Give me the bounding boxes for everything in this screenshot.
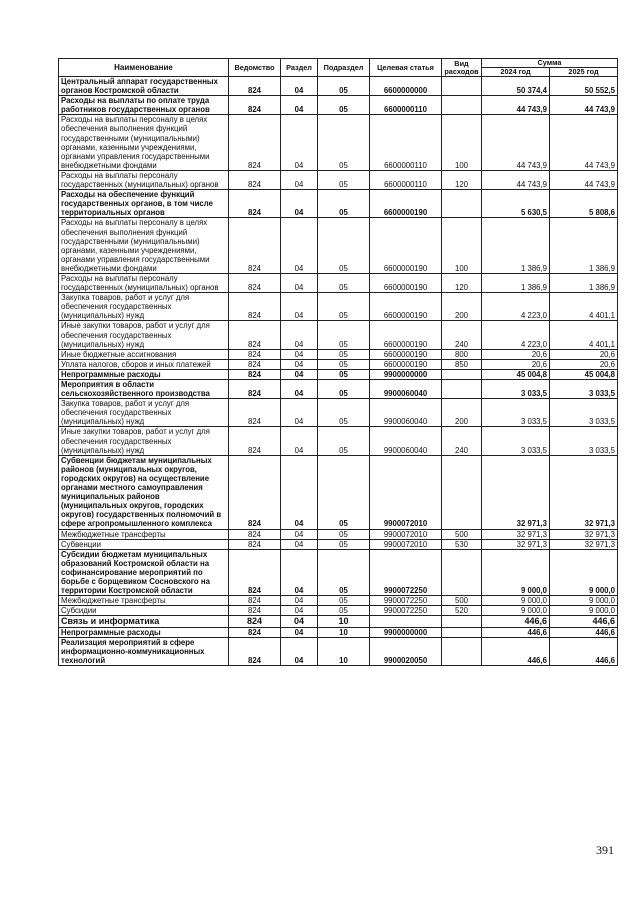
cell-target: 6600000190 [370,218,442,274]
table-row [59,549,618,595]
cell-2024: 44 743,9 [482,170,550,189]
table-row [59,218,618,274]
cell-target: 9900020050 [370,637,442,665]
cell-target: 6600000190 [370,321,442,349]
cell-target: 9900072010 [370,529,442,539]
budget-table [58,58,618,666]
cell-dept: 824 [229,369,281,379]
table-row [59,96,618,115]
table-row [59,427,618,455]
table-row [59,369,618,379]
cell-target [370,616,442,628]
cell-2025: 44 743,9 [550,96,618,115]
table-row [59,637,618,665]
cell-subsection: 05 [318,606,370,616]
cell-2025: 3 033,5 [550,399,618,427]
cell-name: Непрограммные расходы [59,627,229,637]
cell-section: 04 [281,170,318,189]
cell-section: 04 [281,96,318,115]
cell-2024: 1 386,9 [482,273,550,292]
cell-2025: 32 971,3 [550,529,618,539]
cell-2024: 45 004,8 [482,369,550,379]
cell-name: Иные бюджетные ассигнования [59,349,229,359]
cell-type: 100 [442,115,482,171]
cell-2025: 1 386,9 [550,218,618,274]
cell-2025: 3 033,5 [550,427,618,455]
cell-subsection: 05 [318,455,370,529]
cell-name: Субвенции [59,539,229,549]
cell-subsection: 05 [318,359,370,369]
cell-section: 04 [281,115,318,171]
cell-subsection: 05 [318,399,370,427]
cell-subsection: 05 [318,369,370,379]
cell-name: Расходы на выплаты персоналу в целях обеспечения выполнения функций государственными (муниципальными) органами, казенными учреждениями, органами управления государственными внебюджетными фондами [59,218,229,274]
cell-type: 800 [442,349,482,359]
cell-2024: 32 971,3 [482,455,550,529]
table-row [59,539,618,549]
cell-dept: 824 [229,115,281,171]
cell-name: Расходы на выплаты персоналу государственных (муниципальных) органов [59,273,229,292]
cell-dept: 824 [229,606,281,616]
cell-dept: 824 [229,349,281,359]
cell-name: Иные закупки товаров, работ и услуг для обеспечения государственных (муниципальных) нужд [59,321,229,349]
table-row [59,190,618,218]
cell-2024: 9 000,0 [482,606,550,616]
cell-type: 850 [442,359,482,369]
cell-2025: 1 386,9 [550,273,618,292]
cell-type: 240 [442,321,482,349]
cell-type: 500 [442,529,482,539]
table-row [59,529,618,539]
cell-type: 120 [442,273,482,292]
cell-type [442,627,482,637]
cell-section: 04 [281,606,318,616]
table-row [59,170,618,189]
cell-type [442,380,482,399]
cell-target: 9900000000 [370,627,442,637]
cell-target: 6600000110 [370,170,442,189]
cell-type [442,369,482,379]
table-row [59,455,618,529]
cell-name: Межбюджетные трансферты [59,529,229,539]
cell-2024: 44 743,9 [482,96,550,115]
header-dept: Ведомство [229,59,281,77]
cell-2024: 446,6 [482,637,550,665]
cell-subsection: 05 [318,273,370,292]
cell-2024: 3 033,5 [482,399,550,427]
table-row [59,596,618,606]
table-row [59,77,618,96]
cell-type: 200 [442,293,482,321]
table-row [59,321,618,349]
table-row [59,273,618,292]
cell-name: Мероприятия в области сельскохозяйственного производства [59,380,229,399]
cell-dept: 824 [229,399,281,427]
cell-subsection: 05 [318,380,370,399]
cell-section: 04 [281,455,318,529]
header-2024: 2024 год [482,68,550,77]
cell-type [442,96,482,115]
cell-dept: 824 [229,293,281,321]
cell-subsection: 10 [318,637,370,665]
cell-dept: 824 [229,218,281,274]
cell-name: Межбюджетные трансферты [59,596,229,606]
cell-type [442,77,482,96]
cell-name: Субвенции бюджетам муниципальных районов (муниципальных округов, городских округов) на осуществление органами местного самоуправления муниципальных районов (муниципальных округов, городских округов) государственных полномочий в сфере агропромышленного комплекса [59,455,229,529]
cell-target: 9900000000 [370,369,442,379]
cell-type: 500 [442,596,482,606]
cell-dept: 824 [229,380,281,399]
table-row [59,293,618,321]
cell-2025: 44 743,9 [550,170,618,189]
cell-2025: 20,6 [550,349,618,359]
cell-2025: 4 401,1 [550,293,618,321]
cell-section: 04 [281,273,318,292]
table-row [59,627,618,637]
cell-dept: 824 [229,359,281,369]
cell-name: Закупка товаров, работ и услуг для обеспечения государственных (муниципальных) нужд [59,293,229,321]
cell-name: Уплата налогов, сборов и иных платежей [59,359,229,369]
cell-subsection: 05 [318,596,370,606]
cell-name: Закупка товаров, работ и услуг для обеспечения государственных (муниципальных) нужд [59,399,229,427]
cell-target: 9900060040 [370,427,442,455]
cell-2024: 50 374,4 [482,77,550,96]
cell-section: 04 [281,321,318,349]
cell-target: 6600000190 [370,293,442,321]
cell-target: 9900072250 [370,549,442,595]
cell-dept: 824 [229,273,281,292]
cell-type [442,637,482,665]
cell-target: 9900072250 [370,596,442,606]
cell-2025: 446,6 [550,616,618,628]
cell-2024: 20,6 [482,359,550,369]
cell-type: 240 [442,427,482,455]
cell-name: Центральный аппарат государственных органов Костромской области [59,77,229,96]
cell-dept: 824 [229,96,281,115]
cell-subsection: 10 [318,616,370,628]
cell-subsection: 05 [318,549,370,595]
cell-2025: 20,6 [550,359,618,369]
cell-dept: 824 [229,170,281,189]
table-row [59,115,618,171]
cell-section: 04 [281,190,318,218]
cell-2025: 32 971,3 [550,455,618,529]
cell-subsection: 05 [318,96,370,115]
cell-section: 04 [281,293,318,321]
cell-2024: 1 386,9 [482,218,550,274]
cell-subsection: 05 [318,293,370,321]
cell-name: Субсидии бюджетам муниципальных образований Костромской области на софинансирование мероприятий по борьбе с борщевиком Сосновского на территории Костромской области [59,549,229,595]
cell-target: 6600000190 [370,359,442,369]
cell-dept: 824 [229,596,281,606]
cell-dept: 824 [229,77,281,96]
cell-2024: 44 743,9 [482,115,550,171]
cell-section: 04 [281,380,318,399]
cell-2024: 4 223,0 [482,293,550,321]
cell-dept: 824 [229,455,281,529]
cell-2024: 9 000,0 [482,596,550,606]
cell-2025: 446,6 [550,637,618,665]
cell-name: Непрограммные расходы [59,369,229,379]
cell-2024: 4 223,0 [482,321,550,349]
cell-2024: 3 033,5 [482,380,550,399]
cell-type [442,455,482,529]
cell-section: 04 [281,349,318,359]
cell-type [442,190,482,218]
cell-2024: 446,6 [482,616,550,628]
cell-2025: 9 000,0 [550,549,618,595]
cell-target: 6600000190 [370,273,442,292]
cell-subsection: 05 [318,539,370,549]
cell-section: 04 [281,218,318,274]
cell-type: 520 [442,606,482,616]
cell-2024: 9 000,0 [482,549,550,595]
cell-section: 04 [281,399,318,427]
cell-2025: 50 552,5 [550,77,618,96]
cell-type: 200 [442,399,482,427]
table-body [59,77,618,666]
cell-subsection: 05 [318,529,370,539]
table-header [59,59,618,77]
cell-name: Реализация мероприятий в сфере информационно-коммуникационных технологий [59,637,229,665]
cell-subsection: 05 [318,115,370,171]
cell-target: 9900072010 [370,455,442,529]
header-2025: 2025 год [550,68,618,77]
cell-2025: 9 000,0 [550,596,618,606]
cell-2024: 32 971,3 [482,529,550,539]
cell-type: 100 [442,218,482,274]
table-row [59,616,618,628]
cell-target: 6600000190 [370,190,442,218]
header-name: Наименование [59,59,229,77]
cell-2025: 44 743,9 [550,115,618,171]
cell-target: 9900060040 [370,399,442,427]
cell-2024: 20,6 [482,349,550,359]
header-type: Вид расходов [442,59,482,77]
cell-type [442,616,482,628]
cell-dept: 824 [229,637,281,665]
table-row [59,606,618,616]
cell-dept: 824 [229,427,281,455]
cell-dept: 824 [229,616,281,628]
cell-name: Расходы на обеспечение функций государственных органов, в том числе территориальных органов [59,190,229,218]
cell-subsection: 05 [318,218,370,274]
cell-2025: 446,6 [550,627,618,637]
cell-2024: 32 971,3 [482,539,550,549]
cell-section: 04 [281,427,318,455]
header-target: Целевая статья [370,59,442,77]
cell-subsection: 10 [318,627,370,637]
cell-dept: 824 [229,321,281,349]
table-row [59,399,618,427]
cell-section: 04 [281,549,318,595]
table-row [59,349,618,359]
cell-section: 04 [281,596,318,606]
cell-2025: 5 808,6 [550,190,618,218]
page-number: 391 [596,843,614,857]
cell-2025: 32 971,3 [550,539,618,549]
cell-section: 04 [281,627,318,637]
cell-subsection: 05 [318,77,370,96]
cell-section: 04 [281,359,318,369]
cell-target: 9900072250 [370,606,442,616]
header-sum: Сумма [482,59,618,68]
cell-dept: 824 [229,627,281,637]
cell-section: 04 [281,637,318,665]
cell-target: 9900072010 [370,539,442,549]
cell-name: Субсидии [59,606,229,616]
cell-2024: 446,6 [482,627,550,637]
cell-dept: 824 [229,539,281,549]
cell-type: 530 [442,539,482,549]
cell-subsection: 05 [318,427,370,455]
cell-2024: 5 630,5 [482,190,550,218]
cell-section: 04 [281,529,318,539]
cell-2024: 3 033,5 [482,427,550,455]
cell-type [442,549,482,595]
cell-dept: 824 [229,190,281,218]
cell-type: 120 [442,170,482,189]
cell-name: Расходы на выплаты персоналу в целях обеспечения выполнения функций государственными (муниципальными) органами, казенными учреждениями, органами управления государственными внебюджетными фондами [59,115,229,171]
cell-dept: 824 [229,529,281,539]
cell-name: Расходы на выплаты персоналу государственных (муниципальных) органов [59,170,229,189]
cell-target: 6600000110 [370,115,442,171]
cell-name: Расходы на выплаты по оплате труда работников государственных органов [59,96,229,115]
cell-section: 04 [281,77,318,96]
cell-section: 04 [281,616,318,628]
cell-section: 04 [281,539,318,549]
cell-subsection: 05 [318,349,370,359]
cell-2025: 3 033,5 [550,380,618,399]
cell-target: 6600000190 [370,349,442,359]
cell-name: Связь и информатика [59,616,229,628]
cell-subsection: 05 [318,170,370,189]
cell-name: Иные закупки товаров, работ и услуг для обеспечения государственных (муниципальных) нужд [59,427,229,455]
cell-section: 04 [281,369,318,379]
cell-dept: 824 [229,549,281,595]
header-section: Раздел [281,59,318,77]
cell-2025: 4 401,1 [550,321,618,349]
table-row [59,380,618,399]
cell-2025: 9 000,0 [550,606,618,616]
table-row [59,359,618,369]
cell-target: 9900060040 [370,380,442,399]
header-subsection: Подраздел [318,59,370,77]
cell-2025: 45 004,8 [550,369,618,379]
cell-subsection: 05 [318,321,370,349]
cell-target: 6600000110 [370,96,442,115]
cell-subsection: 05 [318,190,370,218]
cell-target: 6600000000 [370,77,442,96]
